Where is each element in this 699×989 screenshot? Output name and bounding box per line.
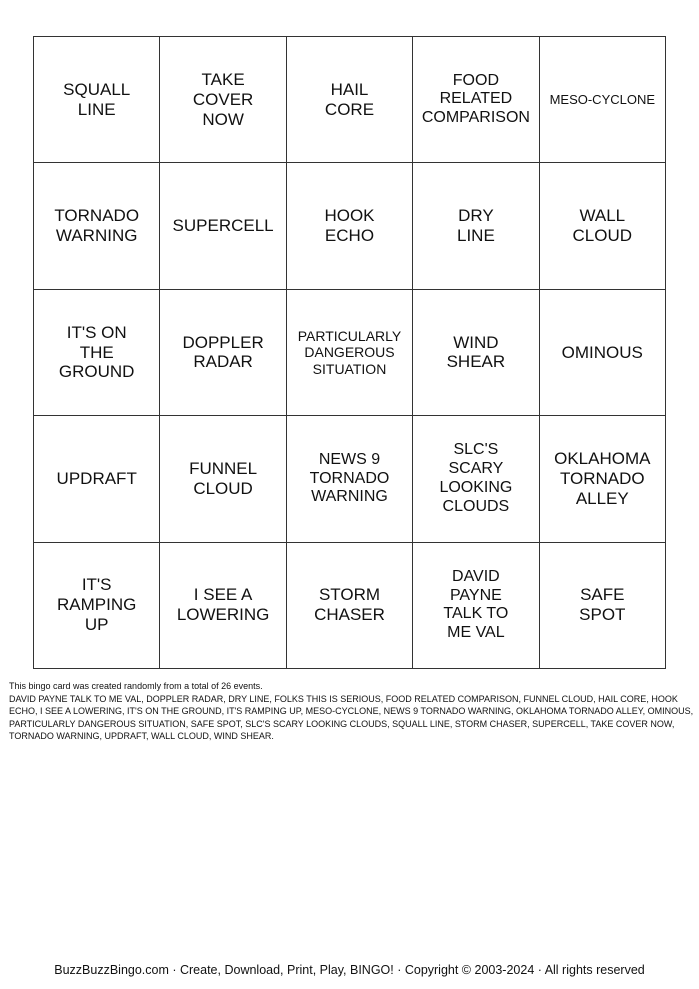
bingo-cell-text: FUNNEL CLOUD (189, 459, 258, 498)
bingo-cell (413, 37, 539, 163)
bingo-cell-text: IT'S ON THE GROUND (58, 322, 135, 382)
bingo-cell (287, 37, 413, 163)
bingo-cell (34, 543, 160, 669)
bingo-cell-text: UPDRAFT (56, 468, 137, 488)
bingo-cell (160, 543, 286, 669)
page-footer: BuzzBuzzBingo.com · Create, Download, Print, Play, BINGO! · Copyright © 2003-2024 · All rights reserved (54, 963, 645, 977)
bingo-cell (34, 290, 160, 416)
bingo-cell (160, 163, 286, 289)
card-info-intro: This bingo card was created randomly from a total of 26 events. (9, 681, 263, 691)
bingo-cell-text: HAIL CORE (324, 79, 375, 119)
bingo-cell-text: PARTICULARLY DANGEROUS SITUATION (297, 327, 402, 377)
bingo-cell-text: OMINOUS (561, 342, 643, 362)
bingo-cell-text: WIND SHEAR (446, 332, 506, 372)
bingo-cell (413, 416, 539, 542)
bingo-cell (540, 163, 666, 289)
bingo-cell-text: SLC'S SCARY LOOKING CLOUDS (439, 441, 513, 515)
bingo-cell (540, 416, 666, 542)
bingo-cell-text: MESO-CYCLONE (549, 92, 656, 108)
bingo-cell (34, 37, 160, 163)
bingo-cell-text: FOOD RELATED COMPARISON (421, 71, 530, 127)
bingo-card (33, 36, 666, 669)
bingo-cell (34, 416, 160, 542)
bingo-cell-text: TORNADO WARNING (54, 206, 140, 246)
bingo-cell-text: SQUALL LINE (63, 79, 131, 119)
bingo-cell (540, 290, 666, 416)
bingo-cell (287, 290, 413, 416)
bingo-cell-text: I SEE A LOWERING (176, 585, 270, 625)
bingo-cell-text: OKLAHOMA TORNADO ALLEY (554, 449, 651, 508)
bingo-cell (34, 163, 160, 289)
bingo-cell-text: NEWS 9 TORNADO WARNING (309, 450, 390, 506)
bingo-cell (540, 37, 666, 163)
card-info (9, 680, 694, 743)
bingo-cell-text: IT'S RAMPING UP (57, 575, 137, 635)
bingo-cell (160, 37, 286, 163)
bingo-cell (413, 290, 539, 416)
bingo-cell-text: DOPPLER RADAR (182, 332, 264, 372)
bingo-cell (160, 416, 286, 542)
bingo-cell (287, 163, 413, 289)
bingo-cell-text: DRY LINE (456, 206, 495, 246)
bingo-cell (413, 543, 539, 669)
bingo-cell (540, 543, 666, 669)
bingo-cell-text: HOOK ECHO (324, 206, 375, 246)
bingo-cell-text: TAKE COVER NOW (192, 69, 254, 129)
bingo-cell-text: WALL CLOUD (572, 206, 633, 246)
bingo-cell (413, 163, 539, 289)
bingo-cell (287, 416, 413, 542)
bingo-cell-text: SUPERCELL (172, 216, 274, 236)
card-info-event-list: DAVID PAYNE TALK TO ME VAL, DOPPLER RADAR, DRY LINE, FOLKS THIS IS SERIOUS, FOOD RELATED COMPARISON, FUNNEL CLOUD, HAIL CORE, HOOK ECHO, I SEE A LOWERING, IT'S ON THE GROUND, IT'S RAMPING UP, MESO-CYCLONE, NEWS 9 TORNADO WARNING, OKLAHOMA TORNADO ALLEY, OMINOUS, PARTICULARLY DANGEROUS SITUATION, SAFE SPOT, SLC'S SCARY LOOKING CLOUDS, SQUALL LINE, STORM CHASER, SUPERCELL, TAKE COVER NOW, TORNADO WARNING, UPDRAFT, WALL CLOUD, WIND SHEAR. (9, 693, 694, 742)
bingo-cell-text: STORM CHASER (314, 585, 385, 625)
bingo-cell-text: SAFE SPOT (579, 585, 626, 625)
bingo-cell-text: DAVID PAYNE TALK TO ME VAL (443, 567, 509, 642)
bingo-cell (160, 290, 286, 416)
bingo-cell (287, 543, 413, 669)
